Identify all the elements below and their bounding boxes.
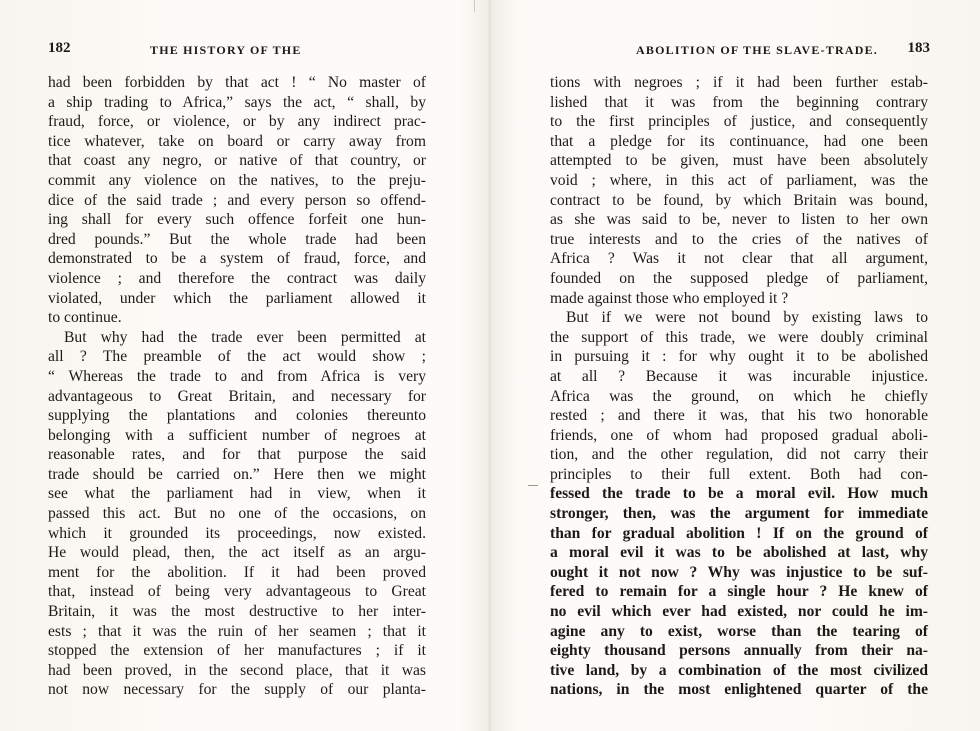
text-line: tive land, by a combination of the most civilized [550,661,928,679]
text-line: commit any violence on the natives, to the preju- [48,171,426,189]
text-line: a moral evil it was to be abolished at last, why [550,544,928,562]
text-line: that a pledge for its continuance, had one been [550,132,928,150]
text-line: ment for the abolition. If it had been proved [48,563,426,581]
text-line: see what the parliament had in view, when it [48,485,426,503]
text-line: Africa ? Was it not clear that all argument, [550,250,928,268]
text-line: demonstrated to be a system of fraud, force, and [48,250,426,268]
text-line: But if we were not bound by existing laws to [566,309,928,327]
right-running-head: ABOLITION OF THE SLAVE-TRADE. [636,43,878,57]
text-line: reasonable rates, and for that purpose the said [48,446,426,464]
left-running-head: THE HISTORY OF THE [150,43,302,57]
text-line: He would plead, then, the act itself as an argu- [48,544,426,562]
text-line: agine any to exist, worse than the tearing of [550,622,928,640]
text-line: had been proved, in the second place, that it was [48,661,426,679]
right-page-body [550,73,928,700]
text-line: friends, one of whom had proposed gradual aboli- [550,426,928,444]
right-page [550,0,928,731]
text-line: ing shall for every such offence forfeit one hun- [48,211,426,229]
text-line: fraud, force, or violence, or by any indirect prac- [48,113,426,131]
text-line: lished that it was from the beginning contrary [550,93,928,111]
text-line: violence ; and therefore the contract was daily [48,269,426,287]
text-line: which it grounded its proceedings, now existed. [48,524,426,542]
text-line: belonging with a sufficient number of negroes at [48,426,426,444]
left-page-number: 182 [48,40,71,56]
text-line: contract to be found, by which Britain was bound, [550,191,928,209]
text-line: as she was said to be, never to listen to her own [550,211,928,229]
text-line: in pursuing it : for why ought it to be abolished [550,348,928,366]
text-line: made against those who employed it ? [550,289,789,307]
text-line: stronger, then, was the argument for immediate [550,505,928,523]
text-line: supplying the plantations and colonies thereunto [48,407,426,425]
text-line: tion, and the other regulation, did not carry their [550,446,928,464]
left-page-header [48,42,426,62]
text-line: void ; where, in this act of parliament, was the [550,171,928,189]
text-line: eighty thousand persons annually from their na- [550,642,928,660]
text-line: nations, in the most enlightened quarter of the [550,681,928,699]
text-line: that coast any negro, or native of that country, or [48,152,426,170]
right-page-header [550,42,928,62]
text-line: all ? The preamble of the act would show ; [48,348,426,366]
text-line: to continue. [48,309,122,327]
text-line: ests ; that it was the ruin of her seamen ; that it [48,622,426,640]
text-line: that, instead of being very advantageous to Great [48,583,426,601]
text-line: founded on the supposed pledge of parliament, [550,269,928,287]
text-line: a ship trading to Africa,” says the act, “ shall, by [48,93,426,111]
text-line: principles to their full extent. Both had con- [550,465,928,483]
margin-mark [528,485,538,486]
text-line: rested ; and there it was, that his two honorable [550,407,928,425]
text-line: attempted to be given, must have been absolutely [550,152,928,170]
text-line: the support of this trade, we were doubly criminal [550,328,928,346]
text-line: tice whatever, take on board or carry away from [48,132,426,150]
text-line: Britain, it was the most destructive to her inter- [48,603,426,621]
text-line: no evil which ever had existed, nor could he im- [550,603,928,621]
book-gutter [488,0,492,731]
left-page-body [48,73,426,700]
printer-mark [474,0,475,12]
right-page-number: 183 [907,40,930,56]
text-line: violated, under which the parliament allowed it [48,289,426,307]
text-line: had been forbidden by that act ! “ No master of [48,74,426,91]
text-line: fessed the trade to be a moral evil. How much [550,485,928,503]
text-line: dred pounds.” But the whole trade had been [48,230,426,248]
text-line: than for gradual abolition ! If on the ground of [550,524,928,542]
text-line: “ Whereas the trade to and from Africa is very [48,367,426,385]
left-page [48,0,426,731]
text-line: true interests and to the cries of the natives of [550,230,928,248]
text-line: passed this act. But no one of the occasions, on [48,505,426,523]
text-line: Africa was the ground, on which he chiefly [550,387,928,405]
text-line: advantageous to Great Britain, and necessary for [48,387,426,405]
text-line: not now necessary for the supply of our planta- [48,681,426,699]
text-line: at all ? Because it was incurable injustice. [550,367,928,385]
text-line: ought it not now ? Why was injustice to be suf- [550,563,928,581]
text-line: tions with negroes ; if it had been further estab- [550,74,928,91]
text-line: fered to remain for a single hour ? He knew of [550,583,928,601]
text-line: stopped the extension of her manufactures ; if it [48,642,426,660]
text-line: But why had the trade ever been permitted at [64,328,426,346]
text-line: dice of the said trade ; and every person so offend- [48,191,426,209]
text-line: to the first principles of justice, and consequently [550,113,928,131]
text-line: trade should be carried on.” Here then we might [48,465,426,483]
